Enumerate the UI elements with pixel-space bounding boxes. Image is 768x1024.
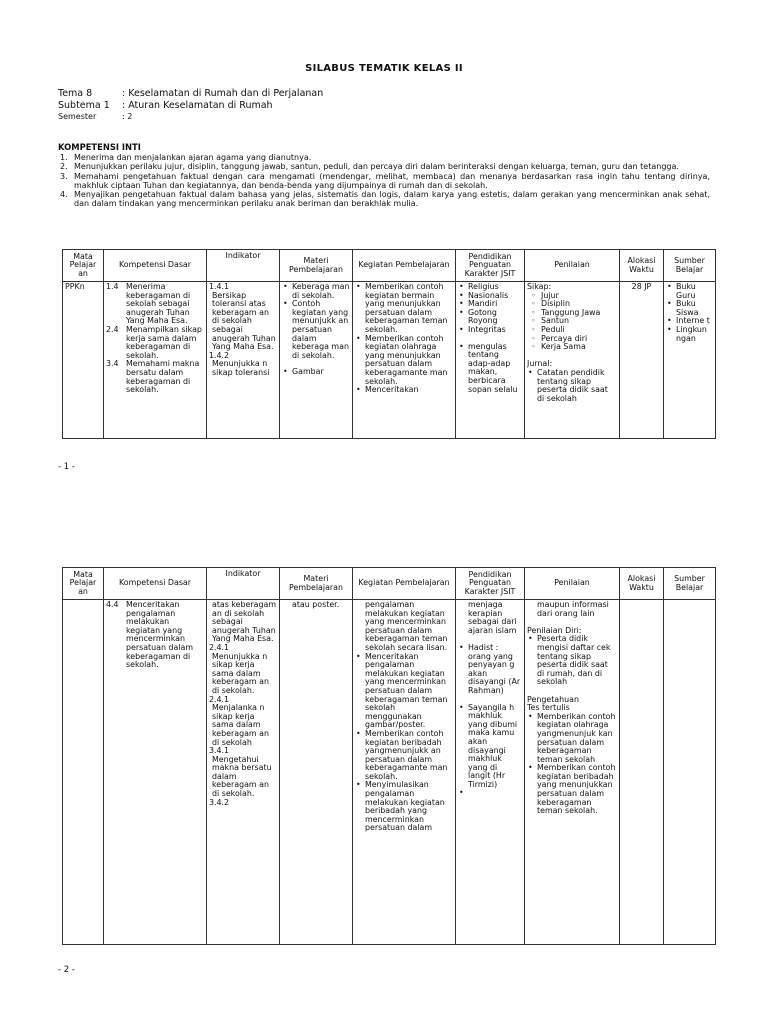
page-number-1: - 1 - xyxy=(58,462,75,472)
cell-alokasi xyxy=(620,282,664,439)
sikap-item: ◦ Santun xyxy=(527,317,617,326)
meta-tema xyxy=(58,88,323,99)
karakter-item: • Integritas xyxy=(458,326,522,335)
cell-indikator xyxy=(207,282,280,439)
cell-penilaian xyxy=(525,600,620,945)
sikap-label: Sikap: xyxy=(527,283,552,291)
kegiatan-item: • Memberikan contoh kegiatan beribadah yangmenunjukk an persatuan dalam keberagamante man sekolah. xyxy=(355,730,453,782)
header-kegiatan: Kegiatan Pembelajaran xyxy=(353,250,456,282)
indikator-number: 2.4.1 xyxy=(209,642,230,652)
ki-item xyxy=(58,172,710,190)
kegiatan-text: pengalaman melakukan kegiatan yang mencerminkan persatuan dalam keberagaman teman sekolah secara lisan. xyxy=(365,601,448,652)
ki-text: Menunjukkan perilaku jujur, disiplin, tanggung jawab, santun, peduli, dan percaya diri dalam berinteraksi dengan keluarga, teman, guru dan tetangga. xyxy=(74,162,679,172)
header-penilaian: Penilaian xyxy=(525,250,620,282)
cell-kegiatan xyxy=(353,282,456,439)
ki-item xyxy=(58,190,710,208)
tes-label: Tes tertulis xyxy=(527,703,570,713)
indikator-text: Menunjukka n sikap toleransi xyxy=(212,359,270,377)
materi-text: atau poster. xyxy=(292,601,340,609)
sikap-item: ◦ Tanggung Jawa xyxy=(527,309,617,318)
header-kompetensi-dasar: Kompetensi Dasar xyxy=(104,568,207,600)
sikap-item: ◦ Disiplin xyxy=(527,300,617,309)
sikap-item: ◦ Kerja Sama xyxy=(527,343,617,352)
sikap-item: ◦ Jujur xyxy=(527,292,617,301)
header-indikator: Indikator xyxy=(207,250,280,282)
jurnal-label: Jurnal: xyxy=(527,359,553,369)
sumber-item: • Interne t xyxy=(666,317,713,326)
materi-item: • Keberaga man di sekolah. xyxy=(282,283,350,300)
syllabus-table-page-1 xyxy=(62,249,716,439)
indikator-number: 1.4.1 xyxy=(209,283,230,291)
header-indikator: Indikator xyxy=(207,568,280,600)
materi-item: • Gambar xyxy=(282,368,350,377)
ki-text: Menyajikan pengetahuan faktual dalam bahasa yang jelas, sistematis dan logis, dalam karya yang estetis, dalam gerakan yang mencerminkan anak sehat, dan dalam tindakan yang mencerminkan perilaku anak beriman dan berakhlak mulia. xyxy=(74,190,710,209)
kompetensi-inti-title: KOMPETENSI INTI xyxy=(58,142,141,152)
sumber-item: • Lingkun ngan xyxy=(666,326,713,343)
header-materi: Materi Pembelajaran xyxy=(280,250,353,282)
ki-number: 3. xyxy=(60,171,68,181)
kegiatan-item: • Menceritakan xyxy=(355,386,453,395)
karakter-item: • Hadist : orang yang penyayan g akan disayangi (Ar Rahman) xyxy=(458,644,522,696)
header-alokasi: Alokasi Waktu xyxy=(620,568,664,600)
header-karakter: Pendidikan Penguatan Karakter JSIT xyxy=(456,250,525,282)
indikator-text: Mengetahui makna bersatu dalam keberagam an di sekolah. xyxy=(212,754,272,799)
karakter-item: • Religius xyxy=(458,283,522,292)
meta-semester xyxy=(58,112,132,121)
header-kegiatan: Kegiatan Pembelajaran xyxy=(353,568,456,600)
page-number-2: - 2 - xyxy=(58,965,75,975)
cell-mapel xyxy=(63,600,104,945)
ki-text: Menerima dan menjalankan ajaran agama yang dianutnya. xyxy=(74,153,312,163)
mapel-text: PPKn xyxy=(65,283,85,291)
sumber-item: • Buku Siswa xyxy=(666,300,713,317)
semester-value: : 2 xyxy=(122,112,133,121)
cell-kegiatan xyxy=(353,600,456,945)
tema-value: : Keselamatan di Rumah dan di Perjalanan xyxy=(122,88,324,99)
cell-materi xyxy=(280,600,353,945)
tes-item: • Memberikan contoh kegiatan beribadah yang menunjukkan persatuan dalam keberagaman teman sekolah. xyxy=(527,764,617,816)
karakter-item: • Sayangila h makhluk yang dibumi maka kamu akan disayangi makhluk yang di langit (Hr Tirmizi) xyxy=(458,704,522,790)
indikator-number: 1.4.2 xyxy=(209,350,230,360)
kd-text: Menceritakan pengalaman melakukan kegiatan yang mencerminkan persatuan dalam keberagaman di sekolah. xyxy=(126,601,194,670)
kd-item xyxy=(106,326,204,360)
ki-text: Memahami pengetahuan faktual dengan cara mengamati (mendengar, melihat, membaca) dan menanya berdasarkan rasa ingin tahu tentang dirinya, makhluk ciptaan Tuhan dan kegiatannya, dan benda-benda yang dijumpainya di rumah dan di sekolah. xyxy=(74,171,710,190)
kegiatan-item: • Menyimulasikan pengalaman melakukan kegiatan beribadah yang mencerminkan persatuan dalam xyxy=(355,781,453,833)
ki-item xyxy=(58,162,710,171)
header-alokasi: Alokasi Waktu xyxy=(620,250,664,282)
document-title: SILABUS TEMATIK KELAS II xyxy=(305,63,463,74)
kd-text: Menampilkan sikap kerja sama dalam keberagaman di sekolah. xyxy=(126,324,202,360)
subtema-label: Subtema 1 xyxy=(58,100,110,111)
indikator-text: Menunjukka n sikap kerja sama dalam keberagam an di sekolah. xyxy=(212,651,269,695)
ki-item xyxy=(58,153,710,162)
kegiatan-item: • Memberikan contoh kegiatan bermain yang menunjukkan persatuan dalam keberagaman teman sekolah. xyxy=(355,283,453,335)
header-mapel: Mata Pelajar an xyxy=(63,568,104,600)
cell-sumber xyxy=(664,282,716,439)
penilaian-diri-label: Penilaian Diri: xyxy=(527,625,582,635)
meta-subtema xyxy=(58,100,273,111)
karakter-item: • mengulas tentang adap-adap makan, berbicara sopan selalu xyxy=(458,343,522,395)
ki-number: 2. xyxy=(60,162,68,172)
header-penilaian: Penilaian xyxy=(525,568,620,600)
kd-number: 2.4 xyxy=(106,324,119,334)
cell-kompetensi-dasar xyxy=(104,600,207,945)
header-sumber: Sumber Belajar xyxy=(664,250,716,282)
cell-sumber xyxy=(664,600,716,945)
karakter-text: menjaga kerapian sebagai dari ajaran islam xyxy=(468,601,517,635)
header-materi: Materi Pembelajaran xyxy=(280,568,353,600)
kd-number: 3.4 xyxy=(106,359,119,369)
header-mapel: Mata Pelajar an xyxy=(63,250,104,282)
kd-text: Menerima keberagaman di sekolah sebagai anugerah Tuhan Yang Maha Esa. xyxy=(126,283,191,326)
header-kompetensi-dasar: Kompetensi Dasar xyxy=(104,250,207,282)
cell-kompetensi-dasar xyxy=(104,282,207,439)
indikator-text: atas keberagam an di sekolah sebagai anugerah Tuhan Yang Maha Esa. xyxy=(212,601,276,644)
kd-number: 4.4 xyxy=(106,601,119,609)
kd-item xyxy=(106,283,204,326)
cell-karakter xyxy=(456,600,525,945)
pengetahuan-label: Pengetahuan xyxy=(527,694,579,704)
cell-alokasi xyxy=(620,600,664,945)
sumber-item: • Buku Guru xyxy=(666,283,713,300)
karakter-item: • Gotong Royong xyxy=(458,309,522,326)
penilaian-diri-item: • Peserta didik mengisi daftar cek tentang sikap peserta didik saat di rumah, dan di sekolah xyxy=(527,635,617,687)
kegiatan-item: • Memberikan contoh kegiatan olahraga yang menunjukkan persatuan dalam keberagamante man sekolah. xyxy=(355,335,453,387)
cell-materi xyxy=(280,282,353,439)
tema-label: Tema 8 xyxy=(58,88,93,99)
cell-penilaian xyxy=(525,282,620,439)
cell-indikator xyxy=(207,600,280,945)
semester-label: Semester xyxy=(58,112,97,121)
kd-text: Memahami makna bersatu dalam keberagaman di sekolah. xyxy=(126,359,200,395)
kd-item xyxy=(106,360,204,394)
kompetensi-inti xyxy=(58,143,710,208)
sikap-item: ◦ Peduli xyxy=(527,326,617,335)
indikator-number: 3.4.1 xyxy=(209,746,230,756)
penilaian-text: maupun informasi dari orang lain xyxy=(537,601,609,618)
subtema-value: : Aturan Keselamatan di Rumah xyxy=(122,100,273,111)
indikator-text: Menjalanka n sikap kerja sama dalam keberagam an di sekolah xyxy=(212,703,269,747)
alokasi-text: 28 JP xyxy=(631,283,652,291)
ki-number: 4. xyxy=(60,190,68,200)
cell-karakter xyxy=(456,282,525,439)
sikap-item: ◦ Percaya diri xyxy=(527,335,617,344)
table-header-row xyxy=(63,250,716,282)
tes-item: • Memberikan contoh kegiatan olahraga yangmenunjuk kan persatuan dalam keberagaman teman sekolah xyxy=(527,713,617,765)
karakter-item: • Mandiri xyxy=(458,300,522,309)
header-karakter: Pendidikan Penguatan Karakter JSIT xyxy=(456,568,525,600)
indikator-text: Bersikap toleransi atas keberagam an di sekolah sebagai anugerah Tuhan Yang Maha Esa. xyxy=(212,290,276,352)
cell-mapel xyxy=(63,282,104,439)
table-row xyxy=(63,282,716,439)
kd-number: 1.4 xyxy=(106,283,119,291)
table-row xyxy=(63,600,716,945)
materi-item: • Contoh kegiatan yang menunjukk an persatuan dalam keberaga man di sekolah. xyxy=(282,300,350,360)
ki-number: 1. xyxy=(60,153,68,163)
jurnal-item: • Catatan pendidik tentang sikap peserta didik saat di sekolah xyxy=(527,369,617,403)
table-header-row xyxy=(63,568,716,600)
kd-item xyxy=(106,601,204,670)
syllabus-table-page-2 xyxy=(62,567,716,945)
kegiatan-item: • Menceritakan pengalaman melakukan kegiatan yang mencerminkan persatuan dalam keberagaman teman sekolah menggunakan gambar/poster. xyxy=(355,653,453,730)
indikator-number: 2.4.1 xyxy=(209,694,230,704)
indikator-number: 3.4.2 xyxy=(209,797,230,807)
karakter-item: • Nasionalis xyxy=(458,292,522,301)
header-sumber: Sumber Belajar xyxy=(664,568,716,600)
